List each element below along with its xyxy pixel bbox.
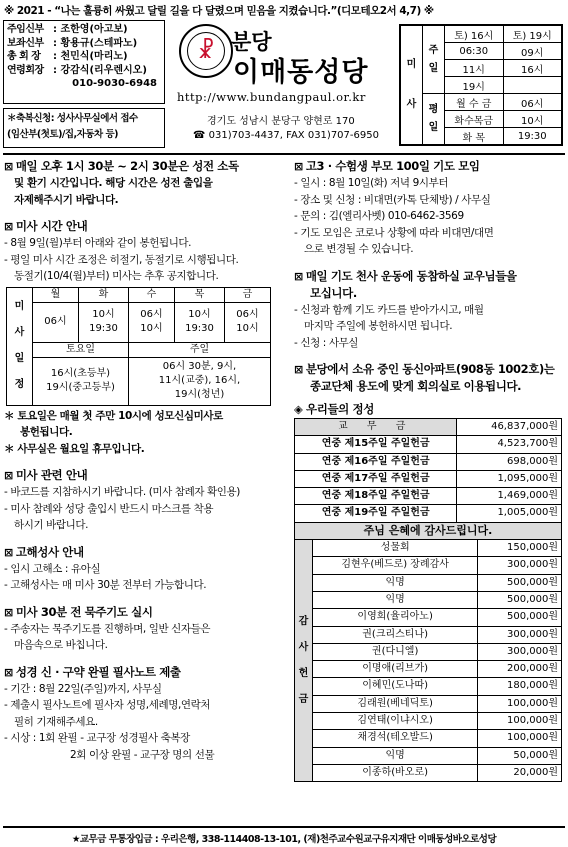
logo-area [171,20,397,150]
thanks-side-label: 감 사 헌 금 [295,540,313,782]
sunday-label: 주 일 [423,26,445,94]
thanks-offering-table [294,522,562,782]
top-verse: ※ 2021 - “나는 훌륭히 싸웠고 달릴 길을 다 달렸으며 믿음을 지켰습니다.”(디모테오2서 4,7) ※ [4,5,434,17]
address: 경기도 성남시 분당구 양현로 170 [207,116,355,127]
staff-row [7,64,161,78]
text-line: - 임시 고해소 : 유아실 [4,562,101,575]
offering-amount: 46,837,000원 [457,419,562,436]
checkbox-icon: ⊠ [294,269,303,283]
donor-name: 김연태(이냐시오) [313,713,478,730]
offering-label: 연중 제15주일 주일헌금 [295,436,457,453]
offering-amount: 1,005,000원 [457,505,562,522]
checkbox-icon: ⊠ [294,160,303,173]
weekday-label: 평 일 [423,94,445,145]
text-line: - 8월 9일(월)부터 아래와 같이 봉헌됩니다. [4,237,192,249]
day-time: 10시 19:30 [79,302,129,342]
text-line: ＊ 사무실은 월요일 휴무입니다. [4,442,145,455]
saturday-times: 16시(초등부) 19시(중고등부) [33,357,129,405]
donor-name: 이종하(바오로) [313,764,478,781]
text-line: 마음속으로 바칩니다. [14,639,108,651]
donor-name: 익명 [313,591,478,608]
text-line: - 기간 : 8월 22일(주일)까지, 사무실 [4,682,162,695]
donor-name: 채경석(테오발드) [313,730,478,747]
saturday-header: 토요일 [33,342,129,357]
mass-cell: 화 목 [445,128,504,145]
day-header: 화 [79,287,129,302]
mass-cell: 09시 [503,43,562,60]
staff-name: : 조한영(아고보) [53,24,128,35]
donor-name: 익명 [313,574,478,591]
day-time: 06시 10시 [225,302,271,342]
donor-name: 이영희(율리아노) [313,609,478,626]
section-title: ⊠ 성경 신 · 구약 완필 필사노트 제출 [4,664,181,679]
mass-cell: 11시 [445,60,504,77]
offering-table [294,418,562,523]
day-header: 금 [225,287,271,302]
donor-name: 권(크리스티나) [313,626,478,643]
offering-title: ◈ 우리들의 정성 [294,402,374,416]
donor-name: 성물회 [313,540,478,557]
blessing-notice [3,108,165,148]
day-header: 수 [129,287,175,302]
donor-name: 익명 [313,747,478,764]
text-line: 동절기(10/4(월)부터) 미사는 추후 공지합니다. [14,270,219,282]
text-line: 자제해주시기 바랍니다. [14,193,119,206]
text-line: - 기도 모임은 코로나 상황에 따라 비대면/대면 [294,226,494,239]
staff-row [7,50,161,64]
text-line: - 시상 : 1회 완필 - 교구장 성경필사 축복장 [4,732,190,744]
donor-amount: 180,000원 [478,678,562,695]
donor-amount: 150,000원 [478,540,562,557]
sunday-times: 06시 30분, 9시, 11시(교중), 16시, 19시(청년) [129,357,271,405]
staff-role: 연령회장 [7,64,44,76]
donor-name: 이명애(리브가) [313,661,478,678]
donor-name: 이혜민(도나따) [313,678,478,695]
staff-phone: 010-9030-6948 [72,78,157,89]
text-line: - 바코드를 지참하시기 바랍니다. (미사 참례자 확인용) [4,486,240,498]
checkbox-icon: ⊠ [294,363,303,376]
donor-name: 김래원(베네딕토) [313,695,478,712]
mass-cell: 월 수 금 [445,94,504,111]
text-line: 및 환기 시간입니다. 해당 시간은 성전 출입을 [14,177,213,189]
donor-amount: 500,000원 [478,591,562,608]
right-column [294,158,564,782]
text-line: 하시기 바랍니다. [14,519,89,531]
mass-cell: 토) 16시 [445,26,504,43]
donor-amount: 500,000원 [478,574,562,591]
staff-role: 주임신부 [7,24,44,35]
text-line: - 신청 : 사무실 [294,336,359,349]
section-title: ⊠ 미사 30분 전 묵주기도 실시 [4,604,153,619]
staff-name: : 천민식(마리노) [53,51,128,62]
left-column [4,158,284,763]
text-line: - 미사 참례와 성당 출입시 반드시 마스크를 착용 [4,502,214,515]
text-line: - 문의 : 김(엘리사벳) 010-6462-3569 [294,210,464,222]
text-line: - 신청과 함께 기도 카드를 받아가시고, 매월 [294,303,484,316]
text-line: - 일시 : 8월 10일(화) 저녁 9시부터 [294,177,449,189]
text-line: - 장소 및 신청 : 비대면(카톡 단체방) / 사무실 [294,193,491,206]
offering-amount: 1,095,000원 [457,470,562,487]
text-line: - 주송자는 묵주기도를 진행하며, 일반 신자들은 [4,622,211,635]
day-header: 목 [175,287,225,302]
staff-row [7,37,161,51]
text-line: 마지막 주일에 봉헌하시면 됩니다. [304,320,453,332]
staff-role: 보좌신부 [7,37,44,49]
text-line: ＊ 토요일은 매월 첫 주만 10시에 성모신심미사로 [4,409,223,422]
mass-cell: 10시 [503,111,562,128]
checkbox-icon: ⊠ [4,605,13,619]
section-title: ⊠ 고해성사 안내 [4,544,84,559]
mass-cell: 19시 [445,77,504,94]
donor-amount: 100,000원 [478,695,562,712]
text-line: 봉헌됩니다. [20,426,73,438]
text-line: 필히 기재해주세요. [14,715,98,728]
notice-line: ＊축복신청: 성사사무실에서 접수 [7,113,138,124]
notice-line: (임산부(첫토)/집,자동차 등) [7,129,119,140]
mass-cell [503,77,562,94]
donor-name: 김현우(베드로) 장례감사 [313,557,478,574]
donor-amount: 500,000원 [478,609,562,626]
staff-box [3,20,165,104]
logo-name-1: 분당 [231,30,272,54]
offering-amount: 698,000원 [457,453,562,470]
website-url[interactable]: http://www.bundangpaul.or.kr [177,90,366,104]
donor-amount: 300,000원 [478,557,562,574]
section-title: ⊠ 고3 · 수험생 부모 100일 기도 모임 [294,159,480,173]
donor-amount: 20,000원 [478,764,562,781]
checkbox-icon: ⊠ [4,469,13,482]
offering-amount: 4,523,700원 [457,436,562,453]
thanks-title: 주님 은혜에 감사드립니다. [295,522,562,539]
mass-cell: 06시 [503,94,562,111]
offering-label: 연중 제17주일 주일헌금 [295,470,457,487]
section-title: ⊠ 매일 오후 1시 30분 ~ 2시 30분은 성전 소독 [4,159,239,173]
mass-cell: 06:30 [445,43,504,60]
text-line: - 제출시 필사노트에 필사자 성명,세례명,연락처 [4,699,211,711]
staff-row [7,23,161,37]
text-line: 으로 변경될 수 있습니다. [304,243,414,255]
sunday-header: 주일 [129,342,271,357]
donor-amount: 50,000원 [478,747,562,764]
weekly-mass-schedule [6,287,271,406]
section-title: ⊠ 미사 시간 안내 [4,219,88,233]
checkbox-icon: ⊠ [4,220,13,233]
mass-cell: 화수목금 [445,111,504,128]
checkbox-icon: ⊠ [4,665,13,679]
offering-label: 연중 제19주일 주일헌금 [295,505,457,522]
header [3,20,565,152]
text-line: 모십니다. [310,285,357,300]
day-time: 06시 [33,302,79,342]
text-line: - 고해성사는 매 미사 30분 전부터 가능합니다. [4,579,207,591]
offering-label: 연중 제18주일 주일헌금 [295,488,457,505]
donor-amount: 100,000원 [478,730,562,747]
section-title: ⊠ 미사 관련 안내 [4,468,88,482]
mass-side-label: 미 사 [401,26,423,145]
church-seal-logo [179,24,233,78]
day-time: 06시 10시 [129,302,175,342]
staff-name: : 강감식(리우렌시오) [53,64,147,76]
logo-name-2: 이매동성당 [233,57,369,88]
schedule-side-label: 미 사 일 정 [7,287,33,405]
checkbox-icon: ⊠ [4,545,13,559]
text-line: 2회 이상 완필 - 교구장 명의 선물 [70,748,215,761]
day-time: 10시 19:30 [175,302,225,342]
donor-amount: 300,000원 [478,643,562,660]
offering-label: 교 무 금 [295,419,457,436]
offering-label: 연중 제16주일 주일헌금 [295,453,457,470]
section-title: ⊠ 분당에서 소유 중인 동신아파트(908동 1002호)는 [294,362,555,376]
divider [3,153,565,155]
section-title: ⊠ 매일 기도 천사 운동에 동참하실 교우님들을 [294,268,517,283]
donor-amount: 100,000원 [478,713,562,730]
mass-times-table [399,24,563,146]
text-line: 종교단체 용도에 맞게 회의실로 이용됩니다. [310,379,522,393]
bank-account-footer: ★교무금 무통장입금 : 우리은행, 338-114408-13-101, (재)천주교수원교구유지재단 이매동성바오로성당 [3,826,565,845]
day-header: 월 [33,287,79,302]
mass-cell: 토) 19시 [503,26,562,43]
offering-amount: 1,469,000원 [457,488,562,505]
phone-fax: ☎ 031)703-4437, FAX 031)707-6950 [193,130,379,141]
mass-cell: 19:30 [503,128,562,145]
donor-amount: 300,000원 [478,626,562,643]
staff-name: : 황용규(스테파노) [53,37,138,49]
donor-name: 권(다니엘) [313,643,478,660]
chi-rho-icon: ☧ [197,38,215,64]
mass-cell: 16시 [503,60,562,77]
checkbox-icon: ⊠ [4,160,13,173]
donor-amount: 200,000원 [478,661,562,678]
staff-role: 총 회 장 [7,51,41,62]
text-line: - 평일 미사 시간 조정은 히절기, 동절기로 시행됩니다. [4,253,239,266]
